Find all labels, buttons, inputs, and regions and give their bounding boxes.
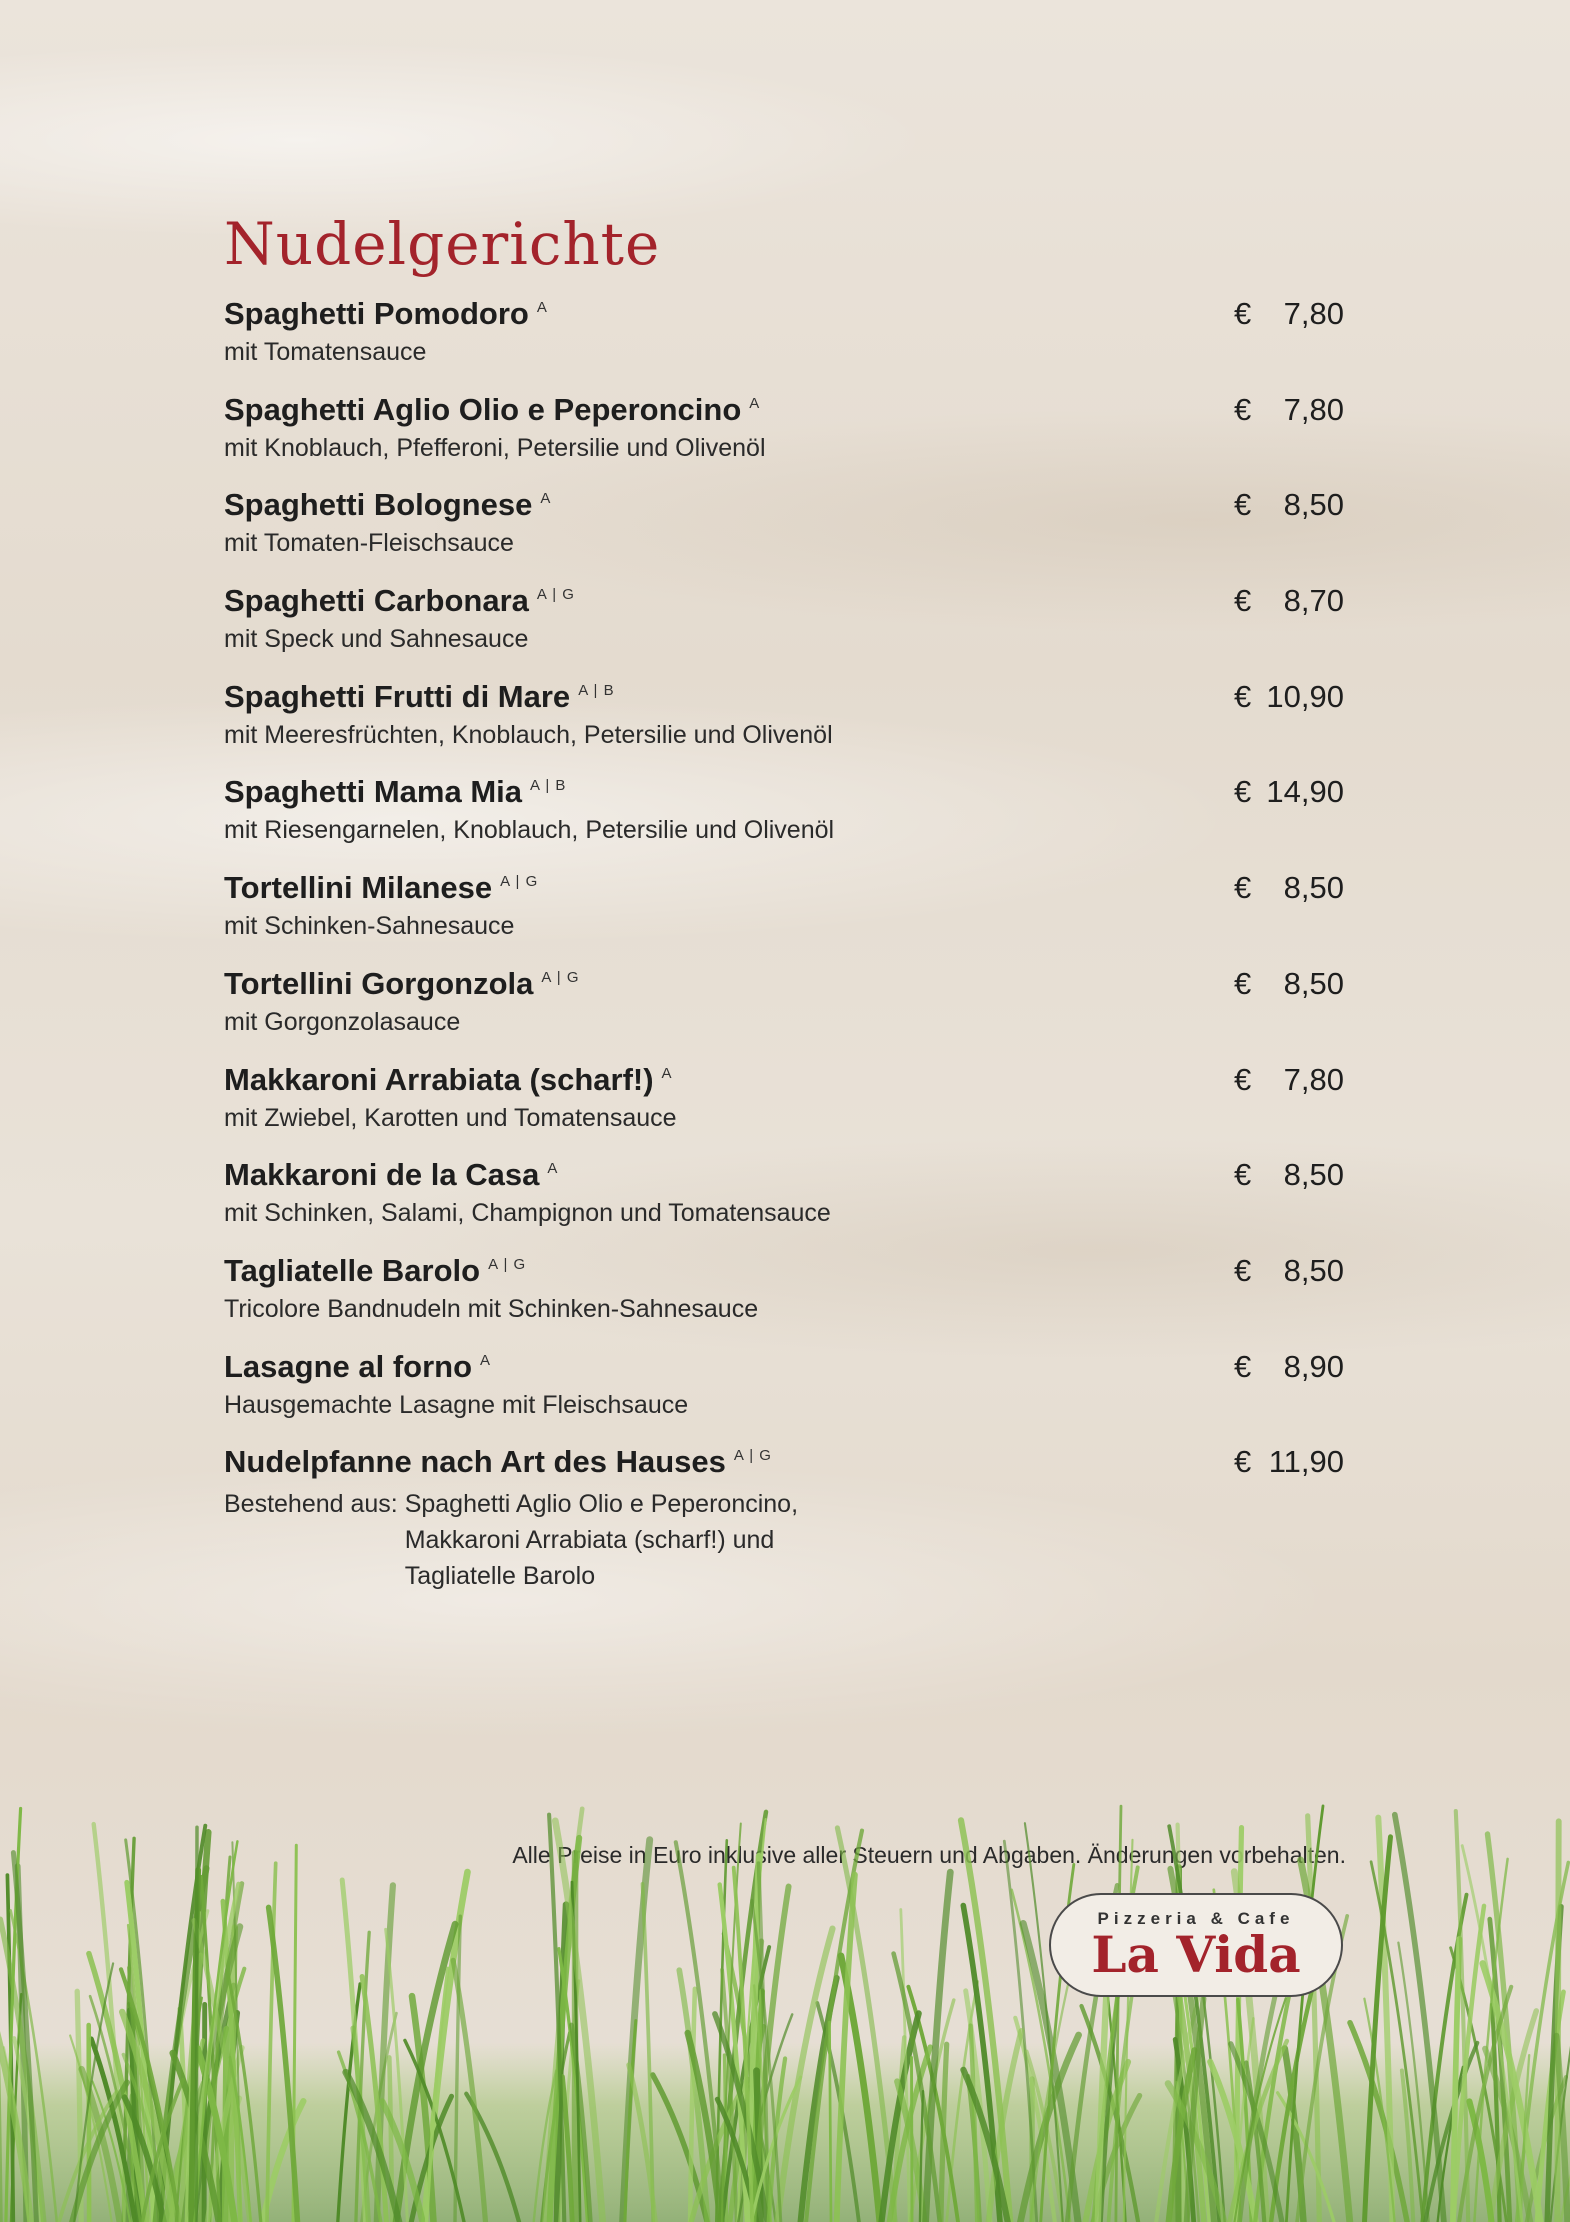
item-price [1234, 1349, 1344, 1385]
price-value: 10,90 [1266, 678, 1344, 714]
item-allergens: A [661, 1064, 673, 1082]
menu-item [224, 392, 1344, 488]
menu-item [224, 966, 1344, 1062]
price-value: 8,50 [1283, 965, 1344, 1001]
price-footnote: Alle Preise in Euro inklusive aller Steuern und Abgaben. Änderungen vorbehalten. [512, 1842, 1346, 1868]
menu-item [224, 583, 1344, 679]
price-value: 7,80 [1283, 1061, 1344, 1097]
currency-symbol: € [1234, 296, 1252, 331]
item-description: mit Riesengarnelen, Knoblauch, Petersilie und Olivenöl [224, 816, 835, 845]
logo-name: La Vida [1091, 1925, 1301, 1984]
item-name: Tortellini Gorgonzola [224, 965, 534, 1001]
item-description: mit Gorgonzolasauce [224, 1007, 461, 1036]
item-name: Spaghetti Bolognese [224, 487, 533, 523]
item-description: mit Zwiebel, Karotten und Tomatensauce [224, 1103, 677, 1132]
description-line: Makkaroni Arrabiata (scharf!) und [404, 1526, 775, 1555]
item-price [1234, 583, 1344, 619]
item-allergens: A [480, 1351, 492, 1369]
item-name: Tagliatelle Barolo [224, 1252, 481, 1288]
menu-list [224, 296, 1344, 1591]
item-name: Makkaroni Arrabiata (scharf!) [224, 1061, 654, 1097]
item-description: mit Tomatensauce [224, 338, 427, 366]
currency-symbol: € [1234, 1157, 1252, 1193]
page-title: Nudelgerichte [224, 210, 661, 278]
item-price [1234, 1444, 1344, 1480]
item-name: Spaghetti Pomodoro [224, 296, 529, 331]
description-lead: Bestehend aus: [224, 1490, 405, 1519]
grass-blade [830, 2022, 832, 2222]
menu-item [224, 1444, 1344, 1591]
price-value: 8,50 [1283, 1157, 1344, 1193]
item-name: Spaghetti Mama Mia [224, 774, 522, 810]
currency-symbol: € [1234, 487, 1252, 523]
grass-blade [1557, 1821, 1558, 2222]
item-description: mit Schinken, Salami, Champignon und Tomatensauce [224, 1199, 831, 1228]
item-allergens: A | B [530, 777, 567, 795]
item-allergens: A [536, 299, 548, 316]
item-description: mit Knoblauch, Pfefferoni, Petersilie und Olivenöl [224, 433, 766, 462]
price-value: 8,70 [1283, 583, 1344, 619]
item-price [1234, 1062, 1344, 1098]
grass-blade [912, 2058, 913, 2222]
currency-symbol: € [1234, 678, 1252, 714]
menu-item [224, 1349, 1344, 1445]
item-name: Spaghetti Carbonara [224, 583, 529, 619]
item-name: Nudelpfanne nach Art des Hauses [224, 1444, 726, 1480]
item-allergens: A | G [488, 1255, 527, 1273]
price-value: 14,90 [1266, 774, 1344, 810]
item-description: Tricolore Bandnudeln mit Schinken-Sahnesauce [224, 1294, 759, 1323]
item-name: Lasagne al forno [224, 1348, 473, 1384]
item-allergens: A [540, 490, 552, 508]
item-name: Tortellini Milanese [224, 870, 493, 906]
grass-illustration [0, 1802, 1570, 2222]
price-value: 8,90 [1283, 1348, 1344, 1384]
item-price [1234, 679, 1344, 715]
price-value: 7,80 [1283, 296, 1344, 331]
item-description [224, 1486, 1344, 1594]
currency-symbol: € [1234, 774, 1252, 810]
description-line: Spaghetti Aglio Olio e Peperoncino, [404, 1490, 799, 1519]
menu-item [224, 487, 1344, 583]
logo-subtitle: Pizzeria & Cafe [1097, 1909, 1295, 1928]
grass-blade [196, 1827, 197, 2222]
currency-symbol: € [1234, 1061, 1252, 1097]
item-allergens: A | G [500, 873, 539, 891]
price-value: 8,50 [1283, 1252, 1344, 1288]
item-description: mit Schinken-Sahnesauce [224, 912, 515, 941]
item-allergens: A | B [578, 681, 615, 699]
item-description: Hausgemachte Lasagne mit Fleischsauce [224, 1390, 689, 1419]
item-description: mit Meeresfrüchten, Knoblauch, Petersilie und Olivenöl [224, 720, 833, 749]
item-allergens: A | G [536, 586, 575, 604]
item-allergens: A [749, 394, 761, 412]
currency-symbol: € [1234, 583, 1252, 619]
menu-item [224, 679, 1344, 775]
currency-symbol: € [1234, 1252, 1252, 1288]
item-price [1234, 966, 1344, 1002]
currency-symbol: € [1234, 870, 1252, 906]
item-description: mit Speck und Sahnesauce [224, 625, 529, 654]
brand-logo [1049, 1893, 1343, 1997]
item-price [1234, 1253, 1344, 1289]
price-value: 11,90 [1268, 1444, 1344, 1480]
menu-item [224, 1062, 1344, 1158]
item-description: mit Tomaten-Fleischsauce [224, 529, 514, 558]
item-price [1234, 1157, 1344, 1193]
currency-symbol: € [1234, 965, 1252, 1001]
currency-symbol: € [1234, 1444, 1252, 1480]
item-allergens: A [547, 1160, 559, 1178]
menu-item [224, 296, 1344, 392]
item-allergens: A | G [541, 968, 580, 986]
item-price [1234, 774, 1344, 810]
price-value: 8,50 [1283, 487, 1344, 523]
item-price [1234, 487, 1344, 523]
price-value: 7,80 [1283, 391, 1344, 427]
menu-item [224, 1157, 1344, 1253]
item-price [1234, 392, 1344, 428]
menu-item [224, 1253, 1344, 1349]
item-name: Spaghetti Frutti di Mare [224, 678, 571, 714]
item-name: Makkaroni de la Casa [224, 1157, 540, 1193]
currency-symbol: € [1234, 1348, 1252, 1384]
currency-symbol: € [1234, 391, 1252, 427]
item-price [1234, 870, 1344, 906]
description-line: Tagliatelle Barolo [404, 1562, 596, 1591]
menu-item [224, 774, 1344, 870]
description-lines [405, 1486, 798, 1594]
price-value: 8,50 [1283, 870, 1344, 906]
item-price [1234, 296, 1344, 332]
menu-item [224, 870, 1344, 966]
item-name: Spaghetti Aglio Olio e Peperoncino [224, 391, 742, 427]
item-allergens: A | G [733, 1447, 772, 1465]
